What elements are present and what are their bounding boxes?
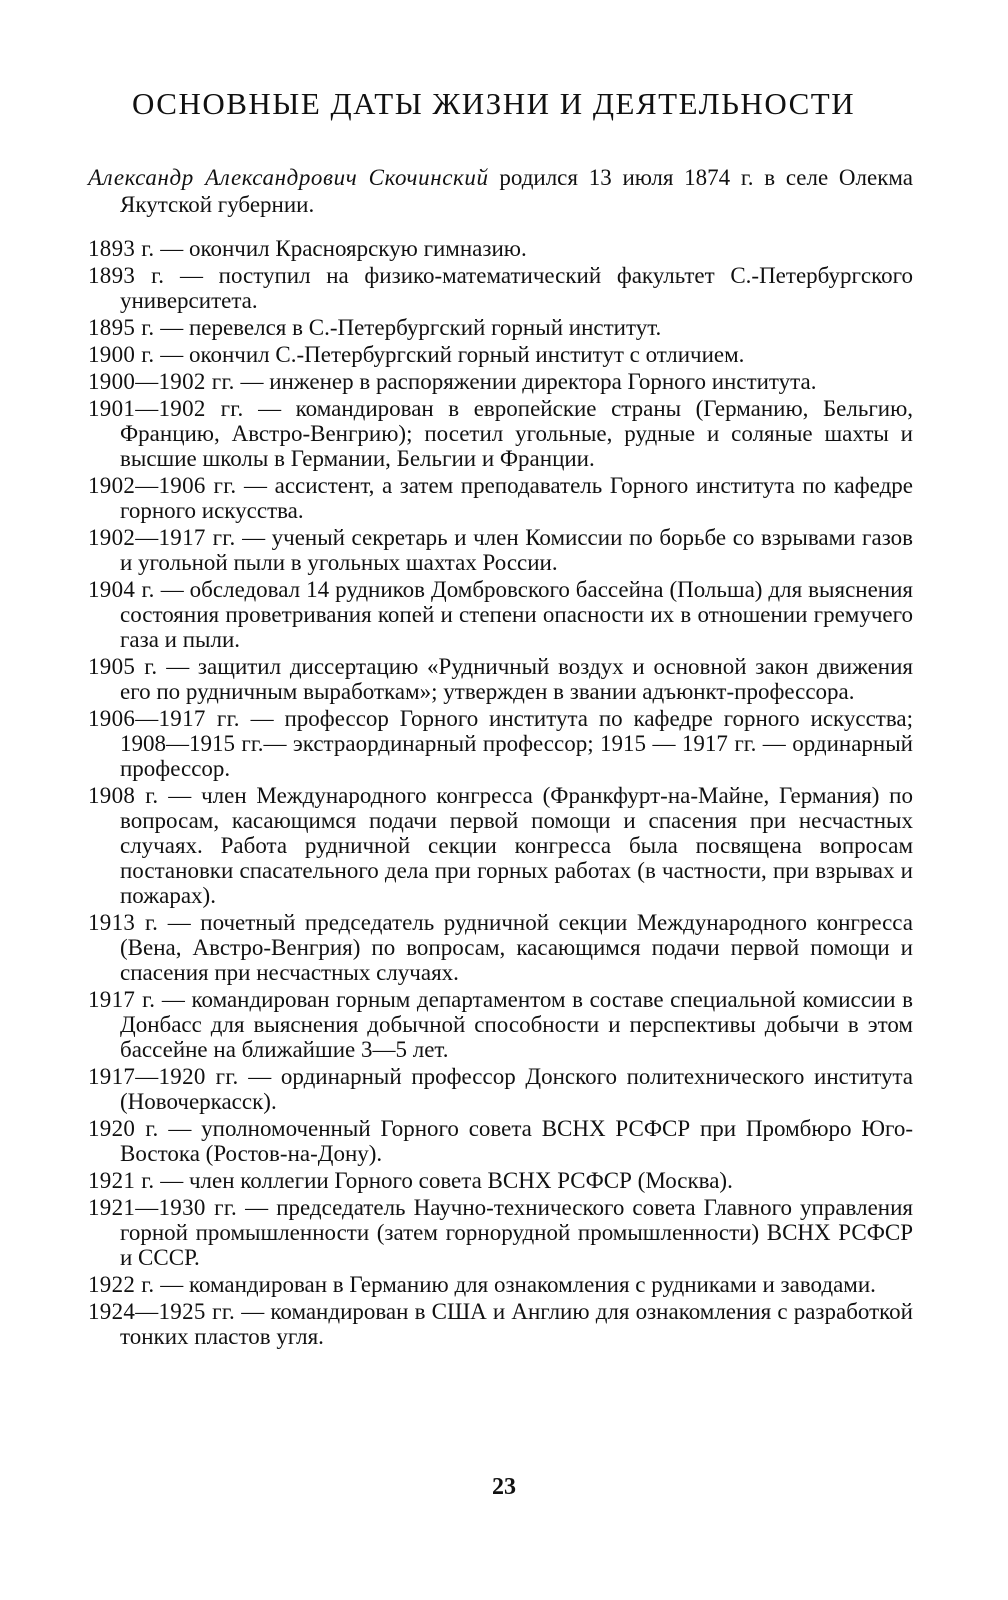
entry-date: 1900—1902 гг. bbox=[88, 369, 235, 394]
page-title: ОСНОВНЫЕ ДАТЫ ЖИЗНИ И ДЕЯТЕЛЬНОСТИ bbox=[132, 86, 856, 121]
entry-date: 1917—1920 гг. bbox=[88, 1064, 239, 1089]
entry-date: 1905 г. bbox=[88, 654, 158, 679]
person-name: Александр Александрович Скочинский bbox=[88, 165, 489, 190]
timeline-entry bbox=[88, 987, 913, 1062]
intro-text: родился 13 июля 1874 г. в селе Олекма Якутской губернии. bbox=[120, 165, 914, 217]
entry-date: 1900 г. bbox=[88, 342, 155, 367]
entry-date: 1922 г. bbox=[88, 1272, 155, 1297]
entry-date: 1924—1925 гг. bbox=[88, 1299, 236, 1324]
entry-text: — командирован в Германию для ознакомления с рудниками и заводами. bbox=[160, 1272, 876, 1297]
entry-text: — защитил диссертацию «Рудничный воздух и основной закон движения его по рудничным выработкам»; утвержден в звании адъюнкт-профессора. bbox=[120, 654, 913, 704]
timeline-entry bbox=[88, 1168, 913, 1193]
timeline-entry bbox=[88, 263, 913, 313]
entry-date: 1917 г. bbox=[88, 987, 156, 1012]
intro-paragraph bbox=[88, 164, 913, 218]
entry-date: 1906—1917 гг. bbox=[88, 706, 240, 731]
entry-date: 1921—1930 гг. bbox=[88, 1195, 238, 1220]
entry-text: — окончил С.-Петербургский горный институт с отличием. bbox=[160, 342, 745, 367]
entry-text: — инженер в распоряжении директора Горного института. bbox=[240, 369, 817, 394]
entry-date: 1902—1917 гг. bbox=[88, 525, 236, 550]
document-page bbox=[88, 84, 913, 1351]
entry-text: — председатель Научно-технического совета Главного управления горной промышленности (затем горнорудной промышленности) ВСНХ РСФСР и СССР. bbox=[120, 1195, 913, 1270]
entry-date: 1920 г. bbox=[88, 1116, 159, 1141]
entry-date: 1902—1906 гг. bbox=[88, 473, 237, 498]
timeline-entry bbox=[88, 910, 913, 985]
entry-text: — командирован горным департаментом в составе специальной комиссии в Донбасс для выяснения добычной способности и перспективы добычи в этом бассейне на ближайшие 3—5 лет. bbox=[120, 987, 914, 1062]
entry-text: — обследовал 14 рудников Домбровского бассейна (Польша) для выяснения состояния проветривания копей и степени опасности их в отношении гремучего газа и пыли. bbox=[120, 577, 913, 652]
timeline-entry bbox=[88, 1195, 913, 1270]
entry-text: — почетный председатель рудничной секции Международного конгресса (Вена, Австро-Венгрия) по вопросам, касающимся подачи первой помощи и спасения при несчастных случаях. bbox=[120, 910, 914, 985]
entry-date: 1904 г. bbox=[88, 577, 155, 602]
entry-text: — ученый секретарь и член Комиссии по борьбе со взрывами газов и угольной пыли в угольных шахтах России. bbox=[120, 525, 914, 575]
entry-date: 1893 г. bbox=[88, 236, 155, 261]
entry-date: 1921 г. bbox=[88, 1168, 155, 1193]
timeline-entry bbox=[88, 1299, 913, 1349]
entry-text: — командирован в европейские страны (Германию, Бельгию, Францию, Австро-Венгрию); посетил угольные, рудные и соляные шахты и высшие школы в Германии, Бельгии и Франции. bbox=[120, 396, 913, 471]
timeline-entry bbox=[88, 706, 913, 781]
timeline-entry bbox=[88, 473, 913, 523]
entry-text: — член коллегии Горного совета ВСНХ РСФСР (Москва). bbox=[160, 1168, 733, 1193]
page-number: 23 bbox=[492, 1474, 516, 1500]
entry-text: — профессор Горного института по кафедре горного искусства; 1908—1915 гг.— экстраординарный профессор; 1915 — 1917 гг. — ординарный профессор. bbox=[120, 706, 913, 781]
timeline-entry bbox=[88, 654, 913, 704]
entry-text: — окончил Красноярскую гимназию. bbox=[160, 236, 527, 261]
entry-text: — уполномоченный Горного совета ВСНХ РСФСР при Промбюро Юго-Востока (Ростов-на-Дону). bbox=[120, 1116, 913, 1166]
timeline-entry bbox=[88, 396, 913, 471]
entry-date: 1893 г. bbox=[88, 263, 165, 288]
entry-date: 1901—1902 гг. bbox=[88, 396, 244, 421]
timeline-entry bbox=[88, 577, 913, 652]
entry-text: — член Международного конгресса (Франкфурт-на-Майне, Германия) по вопросам, касающимся подачи первой помощи и спасения при несчастных случаях. Работа рудничной секции конгресса была посвящена вопросам постановки спасательного дела при горных работах (в частности, при взрывах и пожарах). bbox=[120, 783, 913, 908]
timeline-entry bbox=[88, 1116, 913, 1166]
timeline-list bbox=[88, 236, 913, 1349]
entry-text: — ординарный профессор Донского политехнического института (Новочеркасск). bbox=[120, 1064, 914, 1114]
entry-text: — поступил на физико-математический факультет С.-Петербургского университета. bbox=[120, 263, 913, 313]
entry-text: — перевелся в С.-Петербургский горный институт. bbox=[160, 315, 662, 340]
entry-text: — командирован в США и Англию для ознакомления с разработкой тонких пластов угля. bbox=[120, 1299, 913, 1349]
timeline-entry bbox=[88, 369, 913, 394]
entry-date: 1913 г. bbox=[88, 910, 159, 935]
timeline-entry bbox=[88, 1064, 913, 1114]
timeline-entry bbox=[88, 525, 913, 575]
timeline-entry bbox=[88, 342, 913, 367]
timeline-entry bbox=[88, 783, 913, 908]
entry-text: — ассистент, а затем преподаватель Горного института по кафедре горного искусства. bbox=[120, 473, 913, 523]
timeline-entry bbox=[88, 1272, 913, 1297]
entry-date: 1908 г. bbox=[88, 783, 159, 808]
timeline-entry bbox=[88, 315, 913, 340]
timeline-entry bbox=[88, 236, 913, 261]
entry-date: 1895 г. bbox=[88, 315, 155, 340]
